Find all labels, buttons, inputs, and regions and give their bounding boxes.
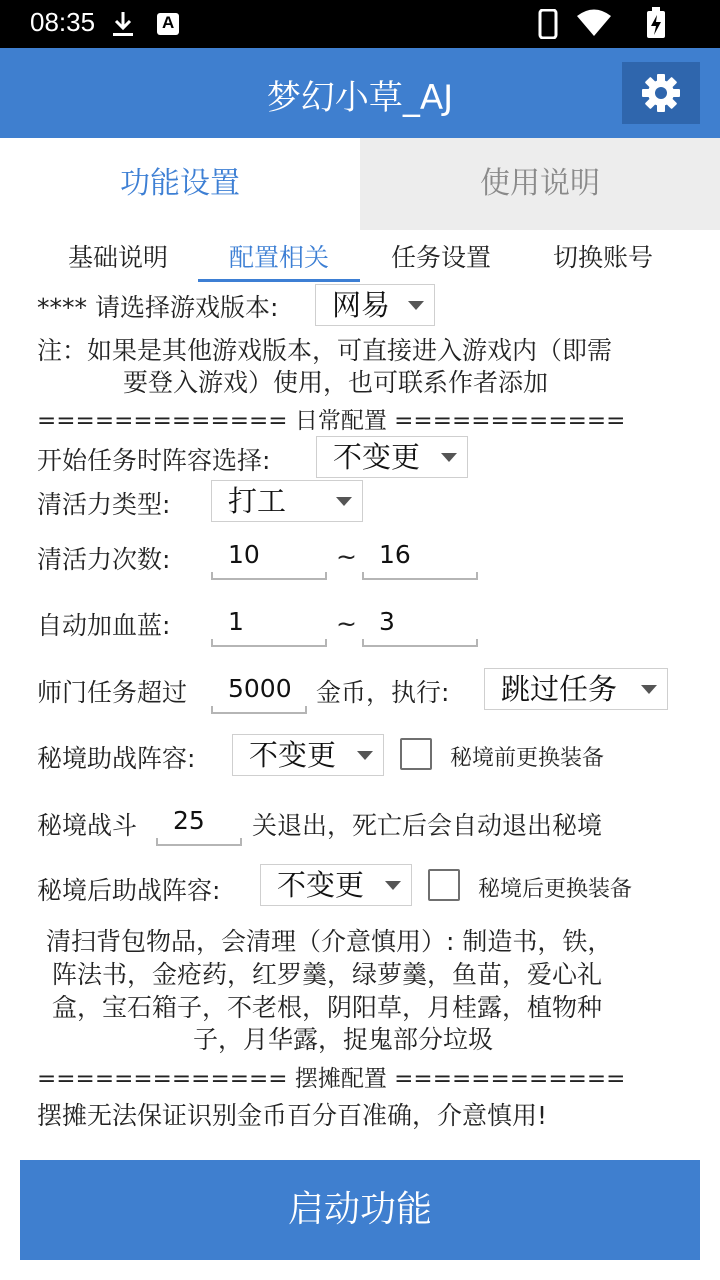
stall-config-header: ============= 摆摊配置 ============: [37, 1066, 626, 1092]
vitality-count-min-input[interactable]: [211, 536, 327, 580]
game-version-label: **** 请选择游戏版本:: [37, 293, 279, 322]
gear-icon: [641, 73, 681, 113]
a-box-text: A: [162, 13, 175, 32]
secret-battle-value: 25: [173, 806, 205, 835]
tab-feature-settings[interactable]: 功能设置: [0, 138, 360, 230]
subtab-task-settings[interactable]: 任务设置: [390, 243, 491, 272]
vitality-type-label: 清活力类型:: [37, 490, 171, 519]
vitality-count-min-value: 10: [228, 540, 260, 569]
settings-button[interactable]: [622, 62, 700, 124]
game-version-value: 网易: [332, 288, 391, 322]
secret-battle-input[interactable]: [156, 802, 242, 846]
vitality-count-max-input[interactable]: [362, 536, 478, 580]
battery-charging-icon: [646, 7, 666, 43]
auto-heal-max-input[interactable]: [362, 603, 478, 647]
formation-value: 不变更: [333, 440, 421, 474]
status-time: 08:35: [30, 7, 96, 37]
secret-help-value: 不变更: [249, 738, 337, 772]
vitality-type-value: 打工: [228, 484, 287, 518]
secret-after-spinner[interactable]: [260, 864, 412, 906]
chevron-down-icon: [336, 497, 352, 506]
daily-config-header: ============= 日常配置 ============: [37, 408, 626, 434]
vitality-count-max-value: 16: [379, 540, 411, 569]
formation-spinner[interactable]: [316, 436, 468, 478]
subtab-basic-info[interactable]: 基础说明: [67, 243, 168, 272]
secret-after-equip-label: 秘境后更换装备: [478, 877, 633, 902]
secret-after-value: 不变更: [277, 868, 365, 902]
secret-help-spinner[interactable]: [232, 734, 384, 776]
wifi-icon: [576, 9, 612, 41]
bag-clean-line-1: 清扫背包物品，会清理（介意慎用）: 制造书，铁，: [46, 927, 613, 956]
secret-battle-suffix: 关退出，死亡后会自动退出秘境: [252, 811, 603, 840]
sect-task-action-value: 跳过任务: [501, 672, 618, 706]
subtab-config[interactable]: 配置相关: [228, 243, 329, 272]
bag-clean-line-4: 子，月华露，捉鬼部分垃圾: [193, 1025, 494, 1054]
chevron-down-icon: [385, 881, 401, 890]
sect-task-amount-value: 5000: [228, 674, 292, 703]
secret-before-equip-label: 秘境前更换装备: [450, 746, 605, 771]
auto-heal-separator: ~: [336, 609, 357, 638]
note-line-1: 注：如果是其他游戏版本，可直接进入游戏内（即需: [37, 336, 613, 365]
phone-icon: [538, 9, 558, 43]
vitality-type-spinner[interactable]: [211, 480, 363, 522]
auto-heal-min-input[interactable]: [211, 603, 327, 647]
chevron-down-icon: [641, 685, 657, 694]
auto-heal-min-value: 1: [228, 607, 244, 636]
auto-heal-max-value: 3: [379, 607, 395, 636]
chevron-down-icon: [408, 301, 424, 310]
chevron-down-icon: [441, 453, 457, 462]
bag-clean-line-3: 盒，宝石箱子，不老根，阴阳草，月桂露，植物种: [52, 993, 603, 1022]
auto-heal-label: 自动加血蓝:: [37, 611, 171, 640]
secret-after-label: 秘境后助战阵容:: [37, 876, 221, 905]
formation-label: 开始任务时阵容选择:: [37, 446, 271, 475]
note-line-2: 要登入游戏）使用，也可联系作者添加: [123, 368, 549, 397]
subtab-indicator: [198, 279, 360, 282]
app-title: 梦幻小草_AJ: [266, 78, 454, 118]
secret-help-label: 秘境助战阵容:: [37, 744, 196, 773]
bag-clean-line-2: 阵法书，金疮药，红罗羹，绿萝羹，鱼苗，爱心礼: [52, 960, 603, 989]
start-button[interactable]: 启动功能: [20, 1160, 700, 1260]
subtab-switch-account[interactable]: 切换账号: [552, 243, 653, 272]
tab-usage-guide[interactable]: 使用说明: [360, 138, 720, 230]
game-version-spinner[interactable]: [315, 284, 435, 326]
secret-battle-prefix: 秘境战斗: [37, 811, 138, 840]
chevron-down-icon: [357, 751, 373, 760]
a-box-icon: [156, 12, 180, 40]
sect-task-action-spinner[interactable]: [484, 668, 668, 710]
vitality-count-separator: ~: [336, 542, 357, 571]
vitality-count-label: 清活力次数:: [37, 545, 171, 574]
download-icon: [110, 10, 136, 42]
sect-task-prefix: 师门任务超过: [37, 678, 188, 707]
app-bar: [0, 48, 720, 138]
sect-task-amount-input[interactable]: [211, 670, 307, 714]
sect-task-middle: 金币，执行:: [316, 678, 450, 707]
stall-warning: 摆摊无法保证识别金币百分百准确，介意慎用!: [37, 1101, 548, 1130]
status-bar: [0, 0, 720, 48]
secret-before-equip-checkbox[interactable]: [400, 738, 432, 770]
secret-after-equip-checkbox[interactable]: [428, 869, 460, 901]
